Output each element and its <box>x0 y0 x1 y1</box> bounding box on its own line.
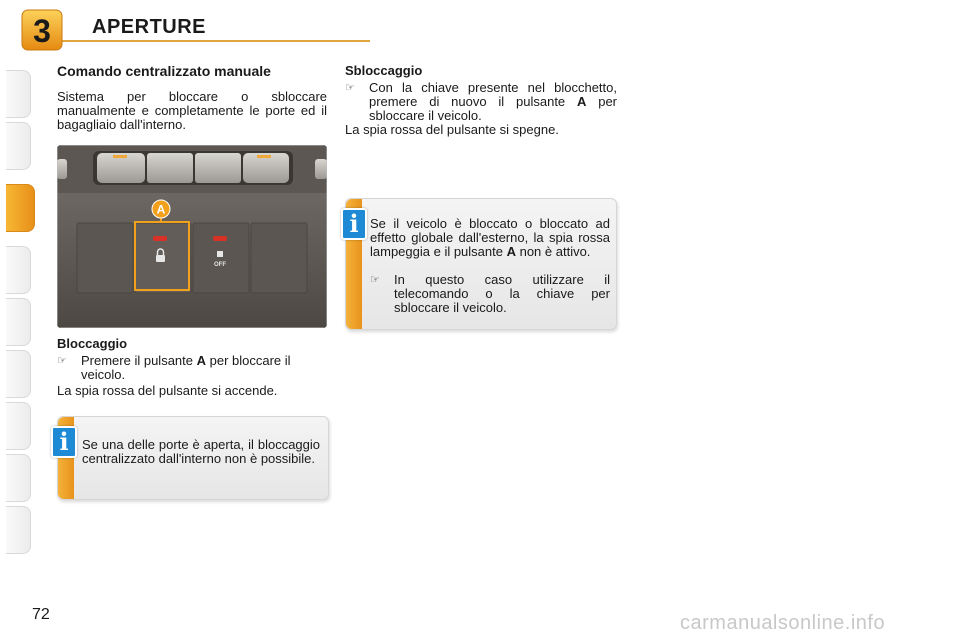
chapter-number: 3 <box>33 13 51 49</box>
chapter-tab[interactable] <box>6 246 31 294</box>
unlocking-bullet: ☞ Con la chiave presente nel blocchetto, premere di nuovo il pulsante A per sbloccare il veicolo. <box>345 80 618 123</box>
chapter-tab[interactable] <box>6 402 31 450</box>
locking-note: La spia rossa del pulsante si accende. <box>57 383 278 398</box>
chapter-tabs <box>0 60 34 580</box>
chapter-tab[interactable] <box>6 70 31 118</box>
locking-heading: Bloccaggio <box>57 336 128 351</box>
chapter-tab-active[interactable] <box>6 184 35 232</box>
button-callout-a: A <box>156 202 166 217</box>
pointing-hand-icon: ☞ <box>370 274 380 286</box>
chapter-tab[interactable] <box>6 350 31 398</box>
header-rule <box>40 40 370 42</box>
watermark: carmanualsonline.info <box>680 612 886 634</box>
chapter-tab[interactable] <box>6 298 31 346</box>
page-number: 72 <box>32 606 50 623</box>
unlocking-heading: Sbloccaggio <box>345 63 423 78</box>
pointing-hand-icon: ☞ <box>57 355 67 367</box>
chapter-tab[interactable] <box>6 122 31 170</box>
info-box-text: Se una delle porte è aperta, il bloccaggio centralizzato dall'interno non è possibile. <box>82 437 320 466</box>
pointing-hand-icon: ☞ <box>345 82 355 94</box>
button-panel-photo <box>57 145 327 328</box>
info-icon: i <box>341 208 367 240</box>
locking-bullet: ☞ Premere il pulsante A per bloccare il veicolo. <box>57 353 291 382</box>
chapter-title: APERTURE <box>92 16 207 38</box>
section-heading: Comando centralizzato manuale <box>57 63 271 79</box>
chapter-tab[interactable] <box>6 506 31 554</box>
chapter-tab[interactable] <box>6 454 31 502</box>
info-box-text: Se il veicolo è bloccato o bloccato ad effetto globale dall'esterno, la spia rossa lampeggia e il pulsante A non è attivo. <box>370 216 610 259</box>
unlocking-note: La spia rossa del pulsante si spegne. <box>345 122 559 137</box>
chapter-number-badge <box>18 6 66 54</box>
info-box-unlocking <box>345 198 617 330</box>
off-label: OFF <box>214 262 226 268</box>
info-box-locking <box>57 416 329 500</box>
intro-paragraph: Sistema per bloccare o sbloccare manualmente e completamente le porte ed il bagagliaio dall'interno. <box>57 89 327 132</box>
info-icon: i <box>51 426 77 458</box>
info-box-bullet: ☞ In questo caso utilizzare il telecomando o la chiave per sbloccare il veicolo. <box>370 272 610 315</box>
